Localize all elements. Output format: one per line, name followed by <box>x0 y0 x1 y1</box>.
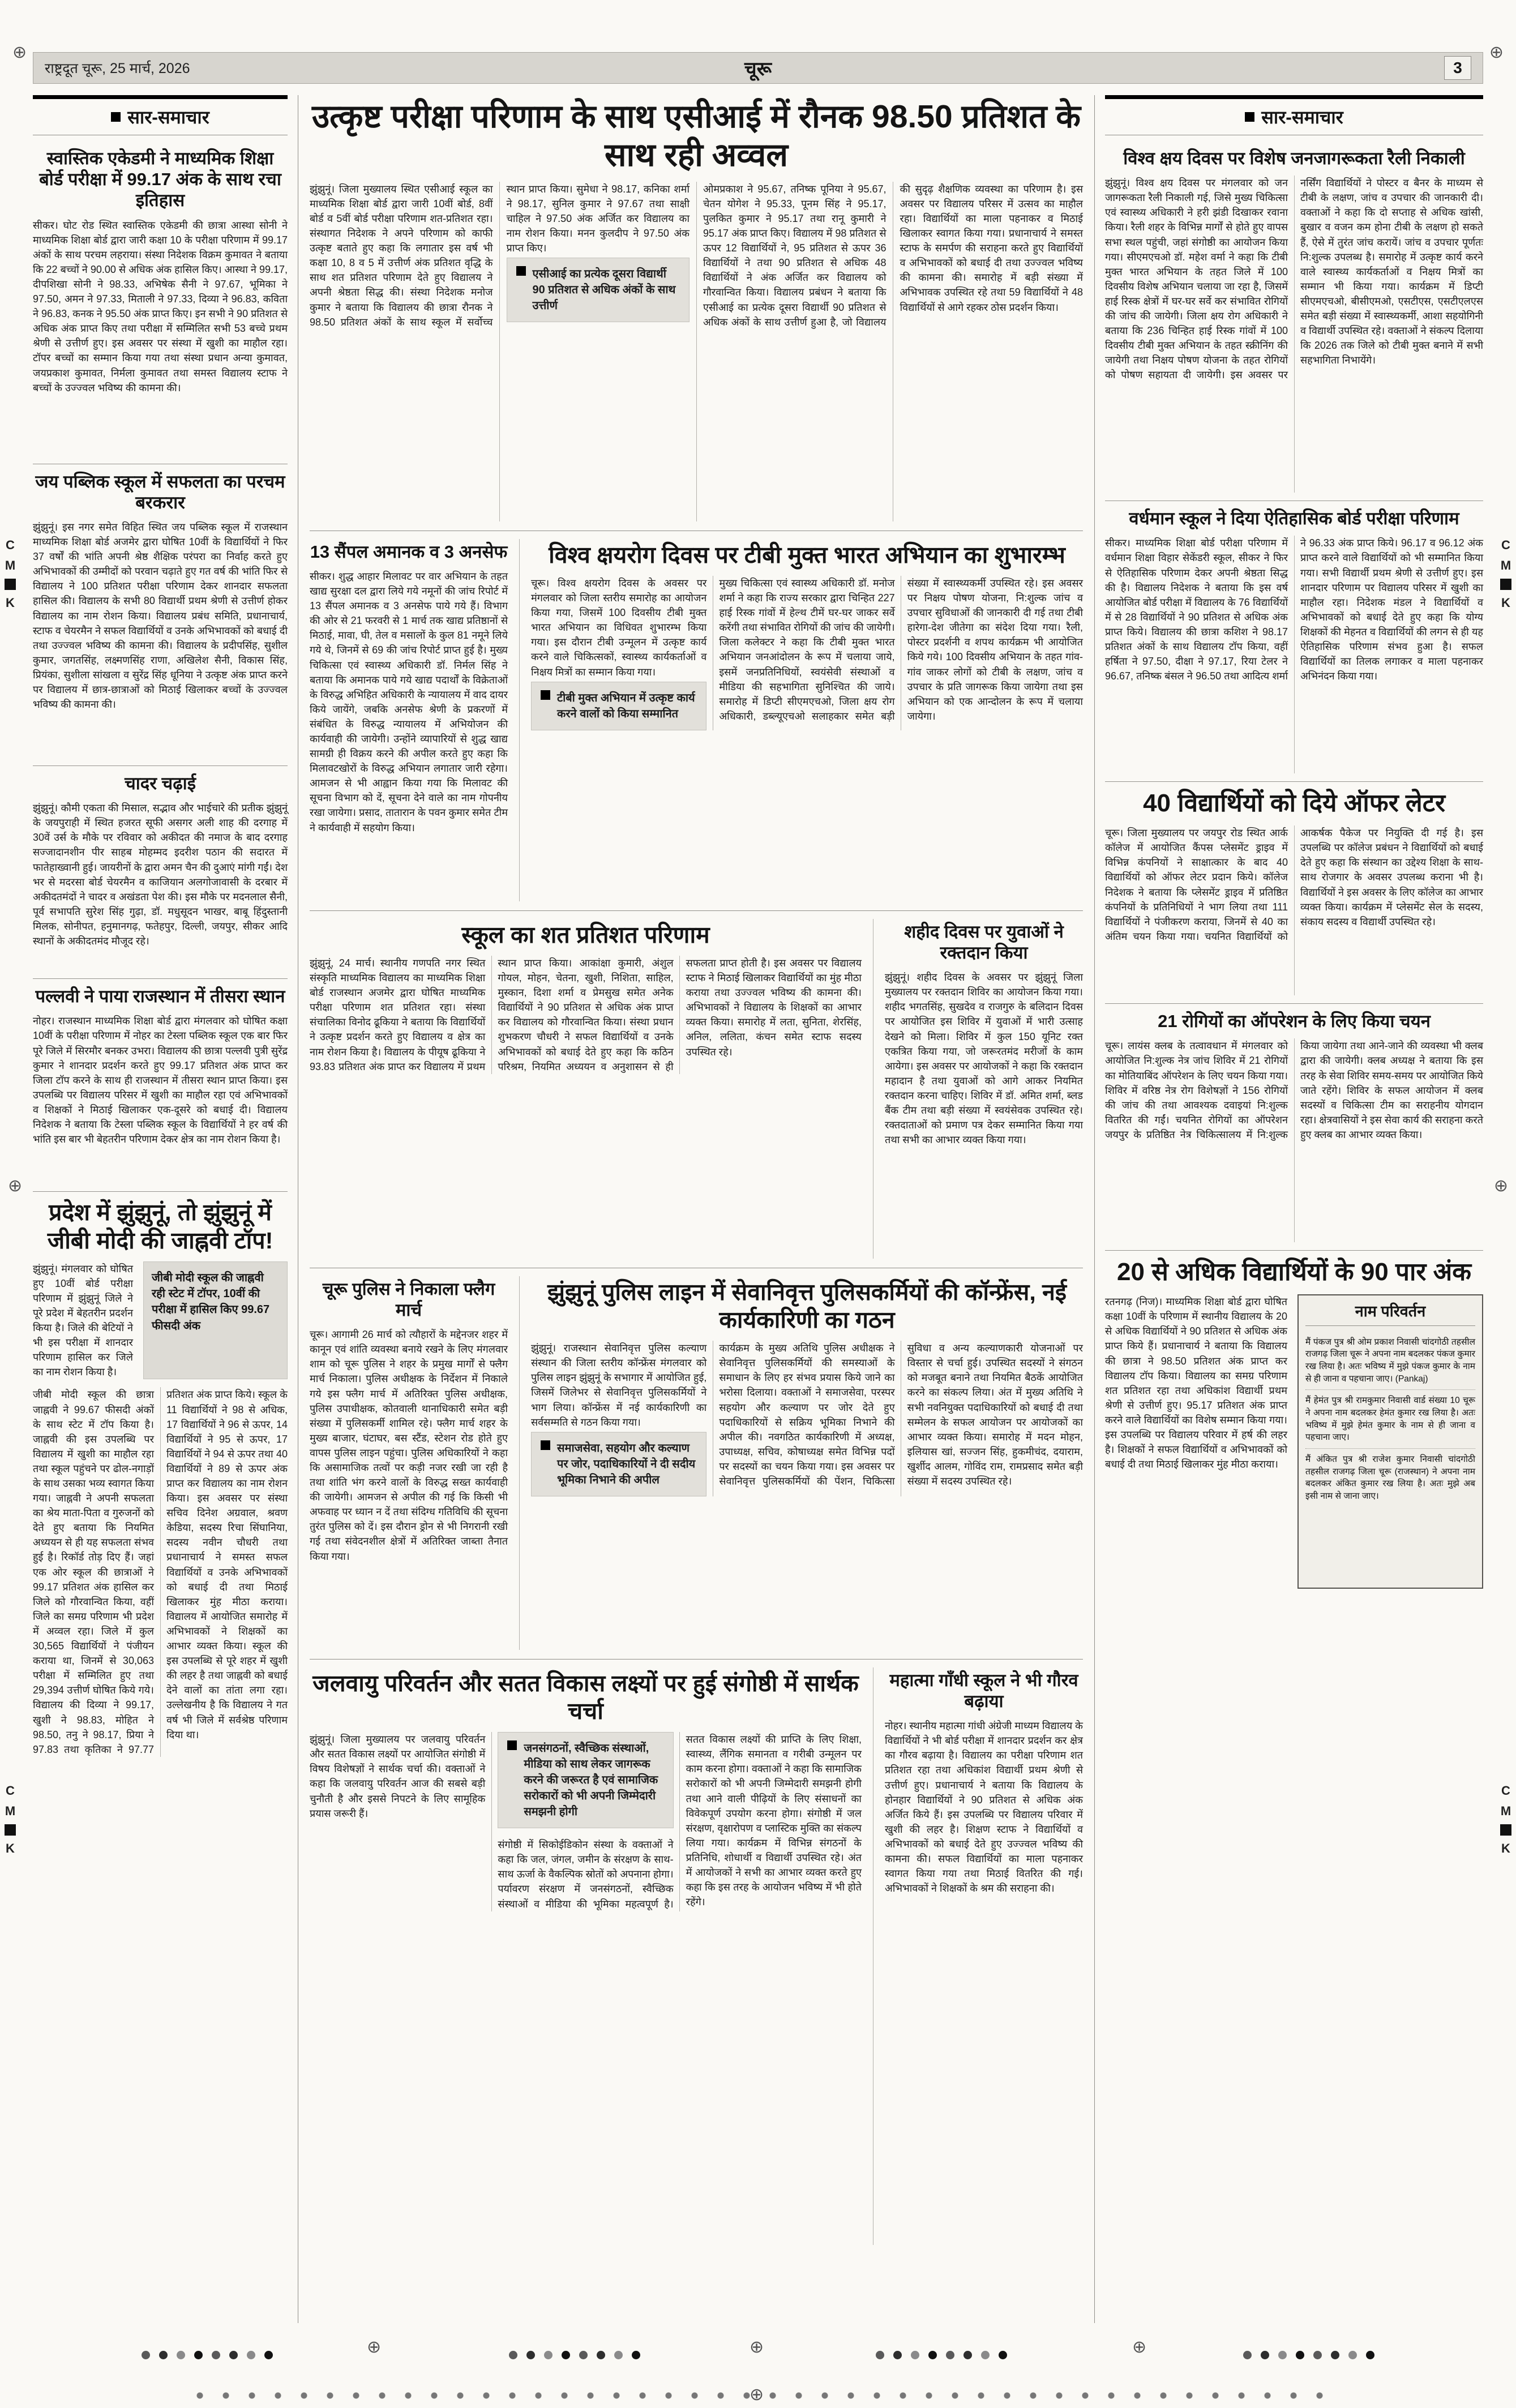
cmyk-letter: C <box>1501 1783 1510 1798</box>
page-number: 3 <box>1444 56 1471 80</box>
article-headline: विश्व क्षयरोग दिवस पर टीबी मुक्त भारत अभियान का शुभारम्भ <box>549 541 1065 568</box>
page-content <box>33 95 1483 2323</box>
center-row-2 <box>310 531 1083 901</box>
cmyk-letter: M <box>1500 1804 1511 1818</box>
print-dot-group <box>1243 2351 1374 2359</box>
article-body <box>310 1732 862 1911</box>
article-headline: प्रदेश में झुंझुनूं, तो झुंझुनूं में जीबी मोदी की जाह्नवी टॉप! <box>47 1199 273 1254</box>
cmyk-letter: K <box>6 596 15 610</box>
cmyk-letter: M <box>5 1804 16 1818</box>
cmyk-square-icon <box>1500 579 1511 590</box>
center-row-5 <box>310 1659 1083 2245</box>
cmyk-letter: C <box>6 538 15 552</box>
article-lede: झुंझुनूं। मंगलवार को घोषित हुए 10वीं बोर्ड परीक्षा परिणाम में झुंझुनूं जिले ने पूरे प्रदेश में बेहतरीन प्रदर्शन किया है। जिले की बेटियों ने भी इस परीक्षा में शानदार परिणाम हासिल कर जिले का नाम रोशन किया है। <box>33 1263 133 1378</box>
print-mark-cmyk <box>1500 538 1511 610</box>
article-headline: महात्मा गाँधी स्कूल ने भी गौरव बढ़ाया <box>889 1670 1078 1711</box>
highlight-box-text: एसीआई का प्रत्येक दूसरा विद्यार्थी 90 प्रतिशत से अधिक अंकों के साथ उत्तीर्ण <box>532 268 676 313</box>
article-body: सीकर। शुद्ध आहार मिलावट पर वार अभियान के तहत खाद्य सुरक्षा दल द्वारा लिये गये नमूनों की जांच रिपोर्ट में 13 सैंपल अमानक व 3 अनसेफ पाये गये हैं। विभाग की ओर से 21 फरवरी से 1 मार्च तक खाद्य प्रतिष्ठानों से मिठाई, मावा, घी, तेल व मसालों के कुल 81 नमूने लिये गये थे, जिनमें से 69 की जांच रिपोर्ट प्राप्त हुई है। मुख्य चिकित्सा एवं स्वास्थ्य अधिकारी डॉ. निर्मल सिंह ने बताया कि अमानक पाये गये खाद्य पदार्थों के विक्रेताओं के विरुद्ध अभिहित अधिकारी के न्यायालय में वाद दायर किये जायेंगे, जबकि अनसेफ श्रेणी के प्रकरणों में संबंधित के विरुद्ध न्यायालय में अभियोजन की कार्यवाही की जायेगी। उन्होंने व्यापारियों से शुद्ध खाद्य सामग्री ही विक्रय करने की अपील करते हुए कहा कि मिलावटखोरों के विरुद्ध अभियान लगातार जारी रहेगा। आमजन से भी आह्वान किया गया कि मिलावट की सूचना विभाग को दें, सूचना देने वाले का नाम गोपनीय रखा जायेगा। प्रसाद, तातारान के पवन कुमार समेत टीम ने कार्यवाही में सहयोग किया। <box>310 570 508 833</box>
print-mark-cmyk <box>5 538 16 610</box>
print-dot-group <box>142 2351 273 2359</box>
article-body: झुंझुनूं, 24 मार्च। स्थानीय गणपति नगर स्थित संस्कृति माध्यमिक विद्यालय का माध्यमिक शिक्षा बोर्ड राजस्थान अजमेर द्वारा घोषित माध्यमिक परीक्षा परिणाम शत प्रतिशत रहा। संस्था संचालिका विनोद ढूकिया ने बताया कि विद्यार्थियों ने उत्कृष्ट प्रदर्शन करते हुए विद्यालय व क्षेत्र का नाम रोशन किया है। विद्यालय के पीयूष ढूकिया ने 93.83 प्रतिशत अंक प्राप्त कर विद्यालय में प्रथम स्थान प्राप्त किया। आकांक्षा कुमारी, अंशुल गोयल, मोहन, चेतना, खुशी, निशिता, साहिल, मुस्कान, दिशा शर्मा व प्रेमसुख समेत अनेक विद्यार्थियों ने 90 प्रतिशत से अधिक अंक प्राप्त कर विद्यालय को गौरवान्वित किया। संस्था प्रधान शुभकरण चौधरी ने सफल विद्यार्थियों व उनके अभिभावकों को बधाई देते हुए कहा कि कठिन परिश्रम, नियमित अध्ययन व अनुशासन से ही सफलता प्राप्त होती है। इस अवसर पर विद्यालय स्टाफ ने मिठाई खिलाकर विद्यार्थियों का मुंह मीठा कराया तथा उज्ज्वल भविष्य की कामना की। अभिभावकों ने विद्यालय के शिक्षकों का आभार व्यक्त किया। समारोह में लता, सुनिता, शेरसिंह, अनिल, ललिता, कंचन समेत स्टाफ सदस्य उपस्थित रहे। <box>310 957 862 1072</box>
registration-mark-icon <box>12 44 27 61</box>
article-headline: पल्लवी ने पाया राजस्थान में तीसरा स्थान <box>35 986 285 1007</box>
cmyk-square-icon <box>5 1824 16 1836</box>
article-jay-public-school <box>33 464 288 766</box>
article-body: चूरू। आगामी 26 मार्च को त्यौहारों के मद्देनजर शहर में कानून एवं शांति व्यवस्था बनाये रखने के लिए मंगलवार शाम को चूरू पुलिस ने शहर के प्रमुख मार्गों से फ्लैग मार्च निकाला। पुलिस अधीक्षक के निर्देशन में निकाले गये इस फ्लैग मार्च में अतिरिक्त पुलिस अधीक्षक, पुलिस उपाधीक्षक, कोतवाली थानाधिकारी समेत बड़ी संख्या में पुलिसकर्मी शामिल रहे। फ्लैग मार्च शहर के मुख्य बाजार, घंटाघर, बस स्टैंड, स्टेशन रोड होते हुए वापस पुलिस लाइन पहुंचा। पुलिस अधिकारियों ने कहा कि असामाजिक तत्वों पर कड़ी नजर रखी जा रही है तथा शांति भंग करने वालों के विरुद्ध सख्त कार्यवाही की जायेगी। आमजन से अपील की गई कि किसी भी अफवाह पर ध्यान न दें तथा संदिग्ध गतिविधि की सूचना तुरंत पुलिस को दें। इस दौरान ड्रोन से भी निगरानी रखी गई तथा संवेदनशील क्षेत्रों में अतिरिक्त जाब्ता तैनात किया गया। <box>310 1329 508 1562</box>
article-headline: शहीद दिवस पर युवाओं ने रक्तदान किया <box>904 921 1064 963</box>
article-body: नोहर। राजस्थान माध्यमिक शिक्षा बोर्ड द्वारा मंगलवार को घोषित कक्षा 10वीं के परीक्षा परिणाम में नोहर का टेस्ला पब्लिक स्कूल एक बार फिर पूरे जिले में सिरमौर बनकर उभरा। विद्यालय की छात्रा पल्लवी पुत्री सुरेंद्र कुमार ने शानदार प्रदर्शन करते हुए 99.17 प्रतिशत अंक प्राप्त कर जिला टॉप करने के साथ ही राजस्थान में तीसरा स्थान प्राप्त किया। इस उपलब्धि पर विद्यालय परिसर में खुशी का माहौल रहा एवं अभिभावकों व शिक्षकों ने मिठाई खिलाकर एक-दूसरे को बधाई दी। विद्यालय निदेशक ने बताया कि टेस्ला पब्लिक स्कूल के विद्यार्थियों ने हर वर्ष की भांति इस बार भी बेहतरीन परिणाम देकर क्षेत्र का नाम रोशन किया है। <box>33 1015 288 1145</box>
article-school-hundred-percent <box>310 919 873 1259</box>
center-row-4 <box>310 1268 1083 1650</box>
box-marker-icon <box>516 266 526 276</box>
section-title: सार-समाचार <box>127 107 209 127</box>
center-column <box>298 95 1095 2323</box>
article-headline: चूरू पुलिस ने निकाला फ्लैग मार्च <box>322 1278 495 1320</box>
article-chadar-chadhai <box>33 766 288 979</box>
cmyk-letter: M <box>5 558 16 572</box>
article-flag-march <box>310 1276 520 1650</box>
article-gb-modi-topper <box>33 1192 288 1764</box>
article-body-part2: कार्यक्रम के मुख्य अतिथि पुलिस अधीक्षक ने सेवानिवृत्त पुलिसकर्मियों की समस्याओं के समाधान के लिए हर संभव प्रयास किये जाने का भरोसा दिलाया। वक्ताओं ने समाजसेवा, परस्पर सहयोग और कल्याण पर जोर देते हुए पदाधिकारियों से सक्रिय भूमिका निभाने की अपील की। नवगठित कार्यकारिणी में अध्यक्ष, उपाध्यक्ष, सचिव, कोषाध्यक्ष समेत विभिन्न पदों पर सदस्यों का चयन किया गया। इस अवसर पर सेवानिवृत्त पुलिसकर्मियों की पेंशन, चिकित्सा सुविधा व अन्य कल्याणकारी योजनाओं पर विस्तार से चर्चा हुई। उपस्थित सदस्यों ने संगठन को मजबूत बनाने तथा नियमित बैठकें आयोजित करने का संकल्प लिया। अंत में मुख्य अतिथि ने सभी नवनियुक्त पदाधिकारियों को बधाई दी तथा सम्मेलन के सफल आयोजन पर आयोजकों का आभार व्यक्त किया। समारोह में मदन मोहन, इलियास खां, सज्जन सिंह, हुकमीचंद, दयाराम, खुर्शीद आलम, गोविंद राम, रामप्रसाद समेत बड़ी संख्या में सदस्य उपस्थित रहे। <box>719 1342 1083 1487</box>
article-body: झुंझुनूं। इस नगर समेत विहित स्थित जय पब्लिक स्कूल में राजस्थान माध्यमिक शिक्षा बोर्ड अजमेर द्वारा घोषित 10वीं के विद्यार्थियों ने फिर 37 वर्षों की भांति अपनी श्रेष्ठ शैक्षिक परंपरा का निर्वाह करते हुए अभिभावकों की उम्मीदों को परवान चढ़ाते हुए गत वर्ष की भांति फिर से विद्यालय ने 100 प्रतिशत परीक्षा परिणाम देकर शानदार सफलता हासिल की। विद्यालय के सभी 80 विद्यार्थी प्रथम श्रेणी से उत्तीर्ण होकर विद्यालय का नाम रोशन किया। विद्यालय प्रबंध समिति, प्रधानाचार्य, स्टाफ व चेयरमैन ने सफल विद्यार्थियों व उनके अभिभावकों को बधाई दी तथा उज्ज्वल भविष्य की कामना की। विद्यालय के प्रदीपसिंह, सुशील कुमार, जगतसिंह, लक्ष्मणसिंह राणा, अखिलेश सैनी, विकास सिंह, प्रियंका, सुशीला सांखला व सुरेंद्र सिंह धूनिया ने उत्कृष्ट अंक प्राप्त करने पर विद्यालय में छात्र-छात्राओं को मिठाई खिलाकर बच्चों के उज्ज्वल भविष्य की कामना की। <box>33 521 288 711</box>
article-body-part2: मुख्य चिकित्सा एवं स्वास्थ्य अधिकारी डॉ. मनोज शर्मा ने कहा कि राज्य सरकार द्वारा चिन्हित 227 हाई रिस्क गांवों में हेल्थ टीमें घर-घर जाकर सर्वे करेंगी तथा संभावित रोगियों की जांच की जायेगी। जिला कलेक्टर ने कहा कि टीबी मुक्त भारत अभियान जनआंदोलन के रूप में चलाया जाये, इसमें जनप्रतिनिधियों, स्वयंसेवी संस्थाओं व मीडिया की सहभागिता सुनिश्चित की जाये। समारोह में डिप्टी सीएमएचओ, जिला क्षय रोग अधिकारी, डब्ल्यूएचओ सलाहकार समेत बड़ी संख्या में स्वास्थ्यकर्मी उपस्थित रहे। इस अवसर पर निक्षय पोषण योजना, नि:शुल्क जांच व उपचार सुविधाओं की जानकारी दी गई तथा टीबी हारेगा-देश जीतेगा का संदेश दिया गया। रैली, पोस्टर प्रदर्शनी व शपथ कार्यक्रम भी आयोजित किये गये। 100 दिवसीय अभियान के तहत गांव-गांव जाकर लोगों को टीबी के लक्षण, जांच व उपचार के प्रति जागरूक किया जायेगा तथा इस अभियान को एक आन्दोलन के रूप में चलाया जायेगा। <box>719 577 1083 722</box>
cmyk-letter: C <box>1501 538 1510 552</box>
article-headline: जलवायु परिवर्तन और सतत विकास लक्ष्यों पर हुई संगोष्ठी में सार्थक चर्चा <box>312 1670 859 1724</box>
ninety-plus-row <box>1105 1294 1483 1589</box>
masthead-bar <box>33 52 1483 84</box>
article-headline: विश्व क्षय दिवस पर विशेष जनजागरूकता रैली निकाली <box>1123 148 1465 168</box>
article-body <box>531 1341 1083 1496</box>
highlight-box <box>507 258 690 322</box>
cmyk-letter: K <box>1501 1841 1510 1855</box>
cmyk-square-icon <box>5 579 16 590</box>
article-body-part1: झुंझुनूं। राजस्थान सेवानिवृत्त पुलिस कल्याण संस्थान की जिला स्तरीय कॉन्फ्रेंस मंगलवार को पुलिस लाइन झुंझुनूं के सभागार में आयोजित हुई, जिसमें जिलेभर से सेवानिवृत्त पुलिसकर्मियों ने भाग लिया। कॉन्फ्रेंस में नई कार्यकारिणी का सर्वसम्मति से गठन किया गया। <box>531 1342 707 1428</box>
name-change-notice-box <box>1297 1294 1483 1589</box>
highlight-box-text: टीबी मुक्त अभियान में उत्कृष्ट कार्य करने वालों को किया सम्मानित <box>557 691 695 720</box>
article-headline: स्कूल का शत प्रतिशत परिणाम <box>461 921 710 948</box>
lead-headline: उत्कृष्ट परीक्षा परिणाम के साथ एसीआई में रौनक 98.50 प्रतिशत के साथ रही अव्वल <box>311 99 1081 174</box>
lead-body <box>310 182 1083 521</box>
registration-mark-icon <box>8 1178 22 1195</box>
print-mark-cmyk <box>5 1783 16 1856</box>
cmyk-letter: K <box>1501 596 1510 610</box>
article-body: सीकर। घोट रोड स्थित स्वास्तिक एकेडमी की छात्रा आस्था सोनी ने माध्यमिक शिक्षा बोर्ड द्वारा जारी कक्षा 10 के परीक्षा परिणाम में 99.17 अंकों के साथ परचम लहराया। संस्था निदेशक विक्रम कुमावत ने बताया कि 22 बच्चों ने 90.00 से अधिक अंक हासिल किए। आस्था ने 99.17, दीपशिखा सोनी ने 98.33, अभिषेक सैनी ने 97.67, भूमिका ने 97.50, अमन ने 97.33, मिताली ने 97.33, दिव्या ने 96.83, कविता ने 96.83, कनक ने 95.50 अंक प्राप्त किए। इन सभी ने 90 प्रतिशत से अधिक अंक प्राप्त किए तथा परीक्षा में सम्मिलित सभी 53 बच्चे प्रथम श्रेणी से उत्तीर्ण हुए। इस अवसर पर संस्था में खुशी का माहौल रहा। टॉपर बच्चों का सम्मान किया गया तथा संस्था प्रधान अन्या कुमावत, जयप्रकाश कुमावत, निर्मला कुमावत तथा समस्त विद्यालय स्टाफ ने बच्चों के उज्ज्वल भविष्य की कामना की। <box>33 219 288 394</box>
name-change-entry: मैं अंकित पुत्र श्री राजेश कुमार निवासी चांदगोठी तहसील राजगढ़ जिला चूरू (राजस्थान) ने अपना नाम बदलकर अंकित कुमार रख लिया है। अतः मुझे अब इसी नाम से जाना जाए। <box>1305 1455 1475 1502</box>
cmyk-square-icon <box>1500 1824 1511 1836</box>
article-body: झुंझुनूं। शहीद दिवस के अवसर पर झुंझुनूं जिला मुख्यालय पर रक्तदान शिविर का आयोजन किया गया। शहीद भगतसिंह, सुखदेव व राजगुरु के बलिदान दिवस पर आयोजित इस शिविर में युवाओं में भारी उत्साह देखने को मिला। शिविर में कुल 150 यूनिट रक्त एकत्रित किया गया, जो जरूरतमंद मरीजों के काम आयेगा। इस अवसर पर आयोजकों ने कहा कि रक्तदान महादान है तथा युवाओं को आगे आकर नियमित रक्तदान करना चाहिए। शिविर में डॉ. अमित शर्मा, ब्लड बैंक टीम तथा बड़ी संख्या में स्वयंसेवक उपस्थित रहे। रक्तदाताओं को प्रमाण पत्र देकर सम्मानित किया गया तथा सभी का आभार व्यक्त किया गया। <box>885 972 1083 1146</box>
registration-mark-icon <box>1489 44 1504 61</box>
article-headline: जय पब्लिक स्कूल में सफलता का परचम बरकरार <box>35 471 285 512</box>
article-headline: 40 विद्यार्थियों को दिये ऑफर लेटर <box>1143 789 1445 818</box>
highlight-box-text: समाजसेवा, सहयोग और कल्याण पर जोर, पदाधिकारियों ने दी सदीय भूमिका निभाने की अपील <box>557 1442 696 1486</box>
lead-body-part1: झुंझुनूं। जिला मुख्यालय स्थित एसीआई स्कूल का माध्यमिक शिक्षा बोर्ड द्वारा जारी 10वीं बोर्ड, 8वीं बोर्ड व 5वीं बोर्ड परीक्षा परिणाम शत-प्रतिशत रहा। संस्थागत निदेशक ने अपने परिणाम को काफी उत्कृष्ट बताते हुए कहा कि लगातार इस वर्ष भी कक्षा 10, 8 व 5 में उत्तीर्ण अंक प्रतिशत वृद्धि के साथ शत प्रतिशत परिणाम देते हुए विद्यालय ने अपनी श्रेष्ठता सिद्ध की। संस्था निदेशक मनोज कुमार ने बताया कि विद्यालय की छात्रा रौनक ने 98.50 प्रतिशत अंकों के साथ स्कूल में सर्वोच्च स्थान प्राप्त किया। सुमेधा ने 98.17, कनिका शर्मा ने 98.17, सुनिल कुमार ने 97.67 तथा साक्षी चाहिल ने 97.50 अंक अर्जित कर विद्यालय का नाम रोशन किया। मनन कुलदीप ने 97.50 अंक प्राप्त किए। <box>310 183 690 328</box>
article-tb-awareness-rally <box>1105 141 1483 501</box>
article-body: झुंझुनूं। विश्व क्षय दिवस पर मंगलवार को जन जागरूकता रैली निकाली गई, जिसे मुख्य चिकित्सा एवं स्वास्थ्य अधिकारी ने हरी झंडी दिखाकर रवाना किया। रैली शहर के विभिन्न मार्गों से होते हुए वापस सभा स्थल पहुंची, जहां संगोष्ठी का आयोजन किया गया। सीएमएचओ डॉ. महेश वर्मा ने कहा कि टीबी मुक्त भारत अभियान के तहत जिले में 100 दिवसीय विशेष अभियान चलाया जा रहा है, जिसमें हाई रिस्क क्षेत्रों में घर-घर सर्वे कर संभावित रोगियों की जांच की जायेगी। जिला क्षय रोग अधिकारी ने बताया कि 236 चिन्हित हाई रिस्क गांवों में 100 दिवसीय टीबी मुक्त अभियान के तहत स्क्रीनिंग की जायेगी तथा निक्षय पोषण योजना के तहत रोगियों को पोषण सहायता दी जायेगी। इस अवसर पर नर्सिंग विद्यार्थियों ने पोस्टर व बैनर के माध्यम से टीबी के लक्षण, जांच व उपचार की जानकारी दी। वक्ताओं ने कहा कि दो सप्ताह से अधिक खांसी, बुखार व वजन कम होना टीबी के लक्षण हो सकते हैं, ऐसे में तुरंत जांच करायें। जांच व उपचार पूर्णतः नि:शुल्क उपलब्ध है। समारोह में उत्कृष्ट कार्य करने वाले स्वास्थ्य कार्यकर्ताओं व निक्षय मित्रों का सम्मान भी किया गया। कार्यक्रम में डिप्टी सीएमएचओ, बीसीएमओ, एसटीएस, एसटीएलएस समेत बड़ी संख्या में स्वास्थ्यकर्मी, आशा सहयोगिनी व विद्यार्थी उपस्थित रहे। वक्ताओं ने संकल्प दिलाया कि 2026 तक जिले को टीबी मुक्त बनाने में सभी सहभागिता निभायेंगे। <box>1105 177 1483 381</box>
article-ninety-plus-marks <box>1105 1251 1483 1597</box>
article-body: झुंझुनूं। कौमी एकता की मिसाल, सद्भाव और भाईचारे की प्रतीक झुंझुनूं के जयपुराही में स्थित हजरत सूफी असगर अली शाह की दरगाह में 30वें उर्स के मौके पर रविवार को अकीदत की नमाज के बाद दरगाह सज्जादानशीन पीर साहब मोहम्मद इदरीश पठान की सदारत में फातेहाख्वानी हुई। जायरीनों के द्वारा अमन चैन की दुआएं मांगी गईं। देश भर से मदरसा बोर्ड चेयरमैन व काजियान अलगोजावासी के दरबार में अकीदतमंदों ने चादर व अखंडता पेश की। इस मौके पर मदनलाल सैनी, पूर्व सभापति सुरेश सिंह गुढ़ा, डॉ. मधुसूदन भाखर, बाबू हिंदुस्तानी मिलक, सोनीपत, हनुमानगढ़, फतेहपुर, दिल्ली, जयपुर, सीकर आदि स्थानों के अकीदतमंद मौजूद रहे। <box>33 802 288 947</box>
lead-body-part2: ओमप्रकाश ने 95.67, तनिष्क पूनिया ने 95.67, चेतन योगेश ने 95.33, पूनम सिंह ने 95.17, पुलकित कुमार ने 95.17 तथा रानू कुमारी ने 95.17 अंक प्राप्त किए। विद्यालय में 98 प्रतिशत से ऊपर 12 विद्यार्थियों ने, 95 प्रतिशत से ऊपर 36 विद्यार्थियों ने तथा 90 प्रतिशत से अधिक 48 विद्यार्थियों ने अंक अर्जित कर विद्यालय को गौरवान्वित किया। विद्यालय प्रबंधन ने बताया कि एसीआई का प्रत्येक दूसरा विद्यार्थी 90 प्रतिशत से अधिक अंकों के साथ उत्तीर्ण हुआ है, जो विद्यालय की सुदृढ़ शैक्षणिक व्यवस्था का परिणाम है। इस अवसर पर विद्यालय परिसर में उत्सव का माहौल रहा। विद्यार्थियों का माला पहनाकर व मिठाई खिलाकर स्वागत किया गया। प्रधानाचार्य ने समस्त स्टाफ के समर्पण की सराहना करते हुए विद्यार्थियों व अभिभावकों को बधाई दी तथा उज्ज्वल भविष्य की कामना की। समारोह में बड़ी संख्या में अभिभावक उपस्थित रहे तथा 59 विद्यार्थियों ने 48 विद्यार्थियों से आगे रहकर ठोस प्रदर्शन किया। <box>703 183 1083 328</box>
name-change-title: नाम परिवर्तन <box>1305 1302 1475 1325</box>
section-marker-icon <box>111 112 121 122</box>
city-label: चूरू <box>744 58 772 80</box>
box-marker-icon <box>507 1740 517 1750</box>
box-marker-icon <box>541 690 550 700</box>
highlight-box: जीबी मोदी स्कूल की जाह्नवी रही स्टेट में टॉपर, 10वीं की परीक्षा में हासिल किए 99.67 फीसदी अंक <box>143 1261 288 1380</box>
print-microdot-bar <box>187 2391 1329 2400</box>
name-change-entry: मैं हेमंत पुत्र श्री रामकुमार निवासी वार्ड संख्या 10 चूरू ने अपना नाम बदलकर हेमंत कुमार रख लिया है। अतः भविष्य में मुझे हेमंत कुमार के नाम से ही जाना व पहचाना जाए। <box>1305 1390 1475 1449</box>
article-offer-letters <box>1105 782 1483 1004</box>
center-row-3 <box>310 910 1083 1259</box>
article-body: रतनगढ़ (निज)। माध्यमिक शिक्षा बोर्ड द्वारा घोषित कक्षा 10वीं के परिणाम में स्थानीय विद्यालय के 20 से अधिक विद्यार्थियों ने 90 प्रतिशत से अधिक अंक प्राप्त किये हैं। प्रधानाचार्य ने बताया कि विद्यालय की छात्रा ने 98.50 प्रतिशत अंक प्राप्त कर विद्यालय टॉप किया। विद्यालय का समग्र परिणाम शत प्रतिशत रहा तथा अधिकांश विद्यार्थी प्रथम श्रेणी से उत्तीर्ण हुए। 95.17 प्रतिशत अंक प्राप्त करने वाले विद्यार्थियों का विशेष सम्मान किया गया। इस उपलब्धि पर विद्यालय परिवार में हर्ष की लहर है। शिक्षकों ने सफल विद्यार्थियों व अभिभावकों को बधाई दी तथा मिठाई खिलाकर मुंह मीठा कराया। <box>1105 1296 1287 1470</box>
article-headline: स्वास्तिक एकेडमी ने माध्यमिक शिक्षा बोर्ड परीक्षा में 99.17 अंक के साथ रचा इतिहास <box>39 148 281 211</box>
left-section-header <box>33 95 288 135</box>
article-eye-operations <box>1105 1004 1483 1251</box>
name-change-entry: मैं पंकज पुत्र श्री ओम प्रकाश निवासी चांदगोठी तहसील राजगढ़ जिला चूरू ने अपना नाम बदलकर पंकज कुमार रख लिया है। अतः भविष्य में मुझे पंकज कुमार के नाम से ही जाना व पहचाना जाए। (Pankaj) <box>1305 1332 1475 1391</box>
article-headline: 21 रोगियों का ऑपरेशन के लिए किया चयन <box>1158 1011 1431 1032</box>
article-headline: वर्धमान स्कूल ने दिया ऐतिहासिक बोर्ड परीक्षा परिणाम <box>1129 508 1459 529</box>
left-sidebar <box>33 95 298 2323</box>
article-body-part1: चूरू। विश्व क्षयरोग दिवस के अवसर पर मंगलवार को जिला स्तरीय समारोह का आयोजन किया गया, जिसमें 100 दिवसीय टीबी मुक्त भारत अभियान का विधिवत शुभारम्भ किया गया। इस दौरान टीबी उन्मूलन में उत्कृष्ट कार्य करने वाले चिकित्सकों, स्वास्थ्य कार्यकर्ताओं व निक्षय मित्रों का सम्मान किया गया। <box>531 577 707 678</box>
article-body: जीबी मोदी स्कूल की छात्रा जाह्नवी ने 99.67 फीसदी अंकों के साथ स्टेट में टॉप किया है। जाह्नवी की इस उपलब्धि पर विद्यालय में खुशी का माहौल रहा तथा स्कूल पहुंचने पर ढोल-नगाड़ों के साथ उसका भव्य स्वागत किया गया। जाह्नवी ने अपनी सफलता का श्रेय माता-पिता व गुरुजनों को देते हुए बताया कि नियमित अध्ययन से ही यह सफलता संभव हुई है। रिकॉर्ड तोड़ दिए हैं। जहां एक ओर स्कूल की छात्राओं ने 99.17 प्रतिशत अंक हासिल कर जिले को गौरवान्वित किया, वहीं जिले का समग्र परिणाम भी प्रदेश में अव्वल रहा। जिले में कुल 30,565 विद्यार्थियों ने पंजीयन कराया था, जिनमें से 30,063 परीक्षा में सम्मिलित हुए तथा 29,394 उत्तीर्ण घोषित किये गये। विद्यालय की दिव्या ने 99.17, खुशी ने 98.83, मोहित ने 98.50, तनु ने 98.17, प्रिया ने 97.83 तथा कृतिका ने 97.77 प्रतिशत अंक प्राप्त किये। स्कूल के 11 विद्यार्थियों ने 98 से अधिक, 17 विद्यार्थियों ने 96 से ऊपर, 14 विद्यार्थियों ने 95 से ऊपर, 17 विद्यार्थियों ने 94 से ऊपर तथा 40 विद्यार्थियों ने 89 से ऊपर अंक प्राप्त कर विद्यालय का नाम रोशन किया। इस अवसर पर संस्था सचिव दिनेश अग्रवाल, श्रवण केडिया, सदस्य रिचा सिंघानिया, सदस्य नवीन चौधरी तथा प्रधानाचार्य ने समस्त सफल विद्यार्थियों व उनके अभिभावकों को बधाई दी तथा मिठाई खिलाकर मुंह मीठा कराया। विद्यालय में आयोजित समारोह में अभिभावकों ने शिक्षकों का आभार व्यक्त किया। स्कूल की इस उपलब्धि से पूरे शहर में खुशी की लहर है तथा जाह्नवी को बधाई देने वालों का तांता लगा रहा। उल्लेखनीय है कि विद्यालय ने गत वर्ष भी जिले में सर्वश्रेष्ठ परिणाम दिया था। <box>33 1389 288 1755</box>
article-headline: झुंझुनूं पुलिस लाइन में सेवानिवृत्त पुलिसकर्मियों की कॉन्फ्रेंस, नई कार्यकारिणी का गठन <box>547 1278 1067 1333</box>
right-section-header <box>1105 95 1483 135</box>
article-body: चूरू। लायंस क्लब के तत्वावधान में मंगलवार को आयोजित नि:शुल्क नेत्र जांच शिविर में 21 रोगियों का मोतियाबिंद ऑपरेशन के लिए चयन किया गया। शिविर में वरिष्ठ नेत्र रोग विशेषज्ञों ने 156 रोगियों की जांच की तथा आवश्यक दवाइयां नि:शुल्क वितरित की गईं। चयनित रोगियों का ऑपरेशन जयपुर के प्रतिष्ठित नेत्र चिकित्सालय में नि:शुल्क किया जायेगा तथा आने-जाने की व्यवस्था भी क्लब द्वारा की जायेगी। क्लब अध्यक्ष ने बताया कि इस तरह के सेवा शिविर समय-समय पर आयोजित किये जाते रहेंगे। शिविर के सफल आयोजन में क्लब सदस्यों व चिकित्सा टीम का सराहनीय योगदान रहा। क्षेत्रवासियों ने इस सेवा कार्य की सराहना करते हुए क्लब का आभार व्यक्त किया। <box>1105 1040 1483 1140</box>
cmyk-letter: M <box>1500 558 1511 572</box>
article-food-samples <box>310 539 520 901</box>
article-tb-campaign-launch <box>531 539 1083 901</box>
article-blood-donation <box>885 919 1083 1259</box>
print-dot-group <box>509 2351 640 2359</box>
print-mark-cmyk <box>1500 1783 1511 1856</box>
article-body: सीकर। माध्यमिक शिक्षा बोर्ड परीक्षा परिणाम में वर्धमान शिक्षा विहार सेकेंडरी स्कूल, सीकर ने फिर से ऐतिहासिक परिणाम देकर अपनी श्रेष्ठता सिद्ध की है। विद्यालय निदेशक ने बताया कि इस वर्ष आयोजित बोर्ड परीक्षा में विद्यालय के 76 विद्यार्थियों में से 28 विद्यार्थियों ने 90 प्रतिशत से अधिक अंक प्राप्त किये। विद्यालय की छात्रा कशिश ने 98.17 प्रतिशत अंकों के साथ विद्यालय टॉप किया, वहीं हर्षिता ने 97.50, दीक्षा ने 97.17, रिया टेलर ने 96.67, तनिष्क बंसल ने 96.50 तथा आदित्य शर्मा ने 96.33 अंक प्राप्त किये। 96.17 व 96.12 अंक प्राप्त करने वाले विद्यार्थियों को भी सम्मानित किया गया। सभी विद्यार्थी प्रथम श्रेणी से उत्तीर्ण हुए। इस शानदार परिणाम पर विद्यालय परिसर में खुशी का माहौल रहा। निदेशक मंडल ने विद्यार्थियों व अभिभावकों को बधाई देते हुए कहा कि योग्य शिक्षकों की मेहनत व विद्यार्थियों की लगन से ही यह ऐतिहासिक परिणाम संभव हुआ है। सफल विद्यार्थियों का तिलक लगाकर व माला पहनाकर अभिनंदन किया गया। <box>1105 537 1483 682</box>
print-dot-group <box>876 2351 1007 2359</box>
article-headline: चादर चढ़ाई <box>125 773 196 793</box>
article-body-part2: संगोष्ठी में सिकोईडिकोन संस्था के वक्ताओं ने कहा कि जल, जंगल, जमीन के संरक्षण के साथ-साथ ऊर्जा के वैकल्पिक स्रोतों को अपनाना होगा। पर्यावरण संरक्षण में जनसंगठनों, स्वैच्छिक संस्थाओं व मीडिया की भूमिका महत्वपूर्ण है। सतत विकास लक्ष्यों की प्राप्ति के लिए शिक्षा, स्वास्थ्य, लैंगिक समानता व गरीबी उन्मूलन पर काम करना होगा। वक्ताओं ने कहा कि सामाजिक सरोकारों को भी अपनी जिम्मेदारी समझनी होगी तथा आने वाली पीढ़ियों के लिए संसाधनों का विवेकपूर्ण उपयोग करना होगा। संगोष्ठी में जल संरक्षण, वृक्षारोपण व प्लास्टिक मुक्ति का संकल्प लिया गया। कार्यक्रम में विभिन्न संगठनों के प्रतिनिधि, शोधार्थी व विद्यार्थी उपस्थित रहे। अंत में आयोजकों ने सभी का आभार व्यक्त करते हुए कहा कि इस तरह के आयोजन भविष्य में भी होते रहेंगे। <box>498 1734 862 1910</box>
article-gandhi-school <box>885 1667 1083 2245</box>
box-marker-icon <box>541 1440 550 1450</box>
section-title: सार-समाचार <box>1261 107 1343 127</box>
section-marker-icon <box>1245 112 1254 122</box>
article-body-part1: झुंझुनूं। जिला मुख्यालय पर जलवायु परिवर्तन और सतत विकास लक्ष्यों पर आयोजित संगोष्ठी में विषय विशेषज्ञों ने सार्थक चर्चा की। वक्ताओं ने कहा कि जलवायु परिवर्तन आज की सबसे बड़ी चुनौती है और इससे निपटने के लिए सामूहिक प्रयास जरूरी हैं। <box>310 1734 486 1819</box>
cmyk-letter: C <box>6 1783 15 1798</box>
article-body: चूरू। जिला मुख्यालय पर जयपुर रोड स्थित आर्क कॉलेज में आयोजित कैंपस प्लेसमेंट ड्राइव में विभिन्न कंपनियों ने साक्षात्कार के बाद 40 विद्यार्थियों को ऑफर लेटर प्रदान किये। कॉलेज निदेशक ने बताया कि प्लेसमेंट ड्राइव में प्रतिष्ठित कंपनियों के प्रतिनिधियों ने भाग लिया तथा 111 विद्यार्थियों ने पंजीकरण कराया, जिनमें से 40 का अंतिम चयन किया गया। चयनित विद्यार्थियों को आकर्षक पैकेज पर नियुक्ति दी गई है। इस उपलब्धि पर कॉलेज प्रबंधन ने विद्यार्थियों को बधाई देते हुए कहा कि संस्थान का उद्देश्य शिक्षा के साथ-साथ रोजगार के अवसर उपलब्ध कराना भी है। विद्यार्थियों ने इस अवसर के लिए कॉलेज का आभार व्यक्त किया। कार्यक्रम में प्लेसमेंट सेल के सदस्य, संकाय सदस्य व विद्यार्थी उपस्थित रहे। <box>1105 827 1483 942</box>
article-headline: 13 सैंपल अमानक व 3 अनसेफ <box>310 541 508 562</box>
article-climate-seminar <box>310 1667 873 2245</box>
edition-date-line: राष्ट्रदूत चूरू, 25 मार्च, 2026 <box>45 61 190 76</box>
feature-top-row <box>33 1261 288 1380</box>
article-pallavi-third-rank <box>33 979 288 1192</box>
article-vardhman-school-result <box>1105 501 1483 782</box>
article-body <box>531 576 1083 730</box>
print-color-bar <box>142 2351 1374 2359</box>
highlight-box <box>531 1432 706 1496</box>
highlight-box <box>498 1732 673 1828</box>
registration-mark-icon <box>1494 1178 1508 1195</box>
highlight-box <box>531 682 706 730</box>
article-aci-lead <box>310 97 1083 521</box>
article-swastik-academy <box>33 141 288 464</box>
highlight-box-text: जनसंगठनों, स्वैच्छिक संस्थाओं, मीडिया को साथ लेकर जागरूक करने की जरूरत है एवं सामाजिक सरोकारों को भी अपनी जिम्मेदारी समझनी होगी <box>524 1742 658 1819</box>
cmyk-letter: K <box>6 1841 15 1855</box>
article-body: नोहर। स्थानीय महात्मा गांधी अंग्रेजी माध्यम विद्यालय के विद्यार्थियों ने भी बोर्ड परीक्षा में शानदार प्रदर्शन कर क्षेत्र का गौरव बढ़ाया है। विद्यालय का परीक्षा परिणाम शत प्रतिशत रहा तथा अधिकांश विद्यार्थी प्रथम श्रेणी से उत्तीर्ण हुए। प्रधानाचार्य ने बताया कि विद्यालय के होनहार विद्यार्थियों ने 90 प्रतिशत से अधिक अंक अर्जित किये हैं। इस उपलब्धि पर विद्यालय परिवार में खुशी की लहर है। शिक्षण स्टाफ ने विद्यार्थियों व अभिभावकों को बधाई देते हुए उज्ज्वल भविष्य की कामना की। सफल विद्यार्थियों का माला पहनाकर स्वागत किया गया तथा मिठाई वितरित की गई। अभिभावकों ने शिक्षकों के श्रम की सराहना की। <box>885 1720 1083 1894</box>
right-sidebar <box>1095 95 1483 2323</box>
article-police-conference <box>531 1276 1083 1650</box>
article-headline: 20 से अधिक विद्यार्थियों के 90 पार अंक <box>1116 1258 1472 1286</box>
